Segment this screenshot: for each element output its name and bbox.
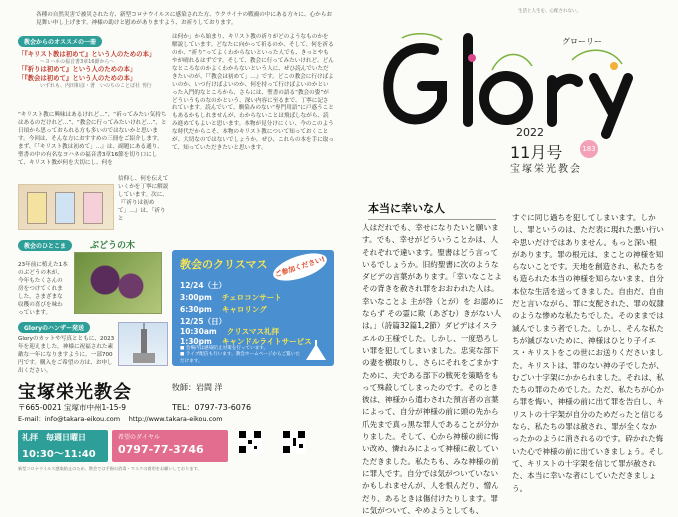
contact-line xyxy=(18,414,223,423)
logo-ruby: グローリー xyxy=(562,37,602,46)
xmas-event: キャンドルライトサービス xyxy=(221,337,312,346)
xmas-date-2: 12/25（日） xyxy=(180,317,227,326)
hitokoto-body: 23年前に植えた1本のぶどうの木が、今年もたくさんの房をつけてくれました。さまざまな収穫の喜びを味わっています。 xyxy=(18,262,68,316)
books-photo xyxy=(18,184,114,230)
xmas-date-1: 12/24（土） xyxy=(180,281,227,290)
worship-time: 10:30～11:40 xyxy=(22,449,96,460)
xmas-event-row xyxy=(180,304,267,315)
qr-code-icon[interactable] xyxy=(238,430,262,454)
glory-logo-icon xyxy=(372,30,662,140)
dial-box xyxy=(112,430,228,462)
church-name: 宝塚栄光教会 xyxy=(18,382,132,403)
book-cover-2 xyxy=(55,192,75,224)
grape-photo xyxy=(74,252,162,314)
intro-note: 各種の自然災害で被災された方、新型コロナウイルスに感染された方、ウクライナの戦禍の中にある方々に、心からお見舞い申し上げます。神様の助けと慰めがありますよう、お祈りしております。 xyxy=(36,12,332,26)
recommend-body-side: 信仰し、何を伝えていくかを丁寧に解説しています。次に、『「祈りは初めて」…』は、「祈りと xyxy=(118,176,169,222)
xmas-event-row xyxy=(180,292,282,303)
church-tel: TEL：0797-73-6076 xyxy=(172,403,252,412)
recommend-body: “キリスト教に興味はあるけれど…”、“祈ってみたい気持ちはあるのだけれど…”、“教会に行ってみたいけれど…”、と日頃から思っておられる方も多いのではないかと思います。今回は、そんな方におすすめの三冊をご紹介します。まず、『「キリスト教は初めて」…』は、副題にある通り、聖書の中の有名なヨハネの福音書3章16節を切り口にして、キリスト教が何を大切にし、何を xyxy=(18,112,167,166)
xmas-notes xyxy=(180,346,300,365)
footnote: 新型コロナウイルス感染防止のため、教会では手指の消毒・マスクの着用をお願いしております。 xyxy=(18,466,202,471)
email-link[interactable]: E-mail：info@takara-eikou.com xyxy=(18,415,121,423)
dial-label: 希望のダイヤル xyxy=(118,434,160,441)
xmas-note-2: ■ ライブ配信も行います。教会ホームページからご覧いただけます。 xyxy=(180,352,300,364)
worship-label: 礼拝 毎週日曜日 xyxy=(22,433,86,442)
tower-photo xyxy=(118,322,168,366)
xmas-event: クリスマス礼拝 xyxy=(226,327,279,336)
church-name-right: 宝塚栄光教会 xyxy=(510,164,582,175)
xmas-time: 10:30am xyxy=(180,327,217,336)
book-title-1: 「『キリスト教は初めて』という人のための本」 xyxy=(18,50,156,58)
dial-number: 0797-77-3746 xyxy=(118,443,204,456)
issue-year: 2022 xyxy=(516,126,544,139)
pastor-name: 牧師：岩間 洋 xyxy=(172,383,223,392)
church-address: 〒665-0021 宝塚市中州1-15-9 xyxy=(18,403,126,412)
glory-logo xyxy=(372,30,662,140)
recommend-body-continued: は何か」から始まり、キリスト教の祈りがどのようなものかを解説しています。どなたに向かって祈るのか、そして、何を祈るのか、“祈り”ってよくわからないといった人でも、きっとやもやが晴れるはずです。そして、教会に行ってみたいけれど、どんなところなのかよくわからないという人に、ぜひ読んでいただきたいのが、『「教会は初めて」…』です。どこの教会に行けばよいのか、いつ行けばよいのか、何を持って行けばよいのかといった入門的なところから、さらには、聖書の語る“教会の姿”がどういうものなのかという、深い内容に至るまで、丁寧に記されています。読んでいて、馴染みのない“専門用語”に戸惑うこともあるかもしれませんが、わからないことは飛ばしながら、読み進めてもよいと思います。本物が見分けにくい、今のこのような時代だからこそ、本物のキリスト教について知っておくことが、大切なのではないでしょうか。ぜひ、これらの本を手に取って、知っていただきたいと思います。 xyxy=(172,34,334,152)
article-column-2: すぐに同じ過ちを犯してしまいます。しかし、罪というのは、ただ表に現れた悪い行いや思いだけではありません。もっと深い根があります。罪の根元は、まことの神様を知らないことです。天地を創造され、私たちをも造られた本当の神様を知らないまま、自分本位な生活を送ってきました。自由だ、自由だと言いながら、罪に支配された、罪の奴隷のような惨めな私たちでした。そのままでは滅んでしまう者でした。しかし、そんな私たちが滅びないために、神様はひとり子イエス・キリストをこの世にお送りくださいました。キリストは、罪のない神の子でしたが、むごい十字架にかかられました。それは、私たちの罪のためでした。ただ、私たちが心から罪を悔い、神様の前に出て罪を告白し、キリストの十字架が自分のためだったと信じるなら、私たちの罪は赦され、罪が全くなかったかのように消されるのです。砕かれた悔いた心で神様の前に出ていきましょう。そして、キリストの十字架を信じて罪が赦された、本当に幸いな者にしていただきましょう。 xyxy=(512,213,664,493)
hitokoto-tag: 教会のひとこま xyxy=(18,240,72,251)
issue-month: 11月号 xyxy=(510,143,563,162)
church-silhouette-icon xyxy=(304,340,328,362)
worship-box xyxy=(18,430,108,462)
christmas-title: 教会のクリスマス xyxy=(180,258,268,271)
book-author-note: いずれも、内田和彦・著 いのちのことば社 刊行 xyxy=(40,82,152,89)
recommend-tag: 教会からのオススメの一冊 xyxy=(18,36,102,47)
christmas-badge: ご参加ください! xyxy=(270,248,330,286)
christmas-box xyxy=(172,250,334,366)
xmas-time: 1:30pm xyxy=(180,337,212,346)
website-link[interactable]: http://www.takara-eikou.com xyxy=(128,415,223,423)
book-cover-3 xyxy=(83,192,103,224)
article-column-1: 人はだれでも、幸せになりたいと願います。でも、幸せがどういうことかは、人それぞれで違います。聖書はどう言っているでしょうか。旧約聖書に次のようなダビデの言葉があります。「幸いなことよ その背きを赦され罪をおおわれた人は。幸いなことよ 主が咎（とが）を お認めにならず その霊に欺（あざむ）きがない人は。」（詩篇32篇1,2節）ダビデはイスラエルの王様でした。しかし、一度恐ろしい罪を犯してしまいました。忠実な部下の妻を横取りし、さらにそれをごまかすために、夫である部下の戦死を策略をもって殊殺してしまったのです。そのとき彼は、神様から遣わされた預言者の言葉によって、自分が神様の前に頭の先から爪先まで真っ黒な罪人であることが分かりました。そして、心から神様の前に悔い改め、憐れみによって神様に赦していただきました。私たちも、みな神様の前に罪人です。自分では気がついていないかもしれませんが、人を恨んだり、憎んだり、あるときは傷付けたりします。罪に気がついて、やめようとしても、 xyxy=(362,223,504,515)
xmas-event: キャロリング xyxy=(221,305,267,314)
book-cover-1 xyxy=(27,192,47,224)
xmas-time: 6:30pm xyxy=(180,305,212,314)
book-title-3: 「『教会は初めて』という人のための本」 xyxy=(18,74,137,83)
glory-body: Gloryのカットや写真とともに、2023年を迎えました。神様に祝福された素敵な一年になりますように。一部700円です。購入をご希望の方は、お申し出ください。 xyxy=(18,336,115,374)
issue-number: 183 xyxy=(580,140,598,158)
glory-tag: Gloryのハンザー発送 xyxy=(18,322,90,333)
recommend-book-list xyxy=(18,50,170,89)
xmas-time: 3:00pm xyxy=(180,293,212,302)
qr-code-icon[interactable] xyxy=(282,430,306,454)
grape-title: ぶどうの木 xyxy=(90,241,136,251)
xmas-event: チェロコンサート xyxy=(221,293,282,302)
top-note: 生活と人生を、心配されない。 xyxy=(518,9,581,14)
book-title-2: 「『祈りは初めて』という人のための本」 xyxy=(18,65,137,74)
tower-icon xyxy=(119,323,169,367)
book-subtitle-1: 〜ヨハネの福音書3章16節から〜 xyxy=(40,58,115,65)
article-title: 本当に幸いな人 xyxy=(368,200,496,220)
xmas-note-1: ■ 会場内は感染防止対策を行っています。 xyxy=(180,346,269,351)
